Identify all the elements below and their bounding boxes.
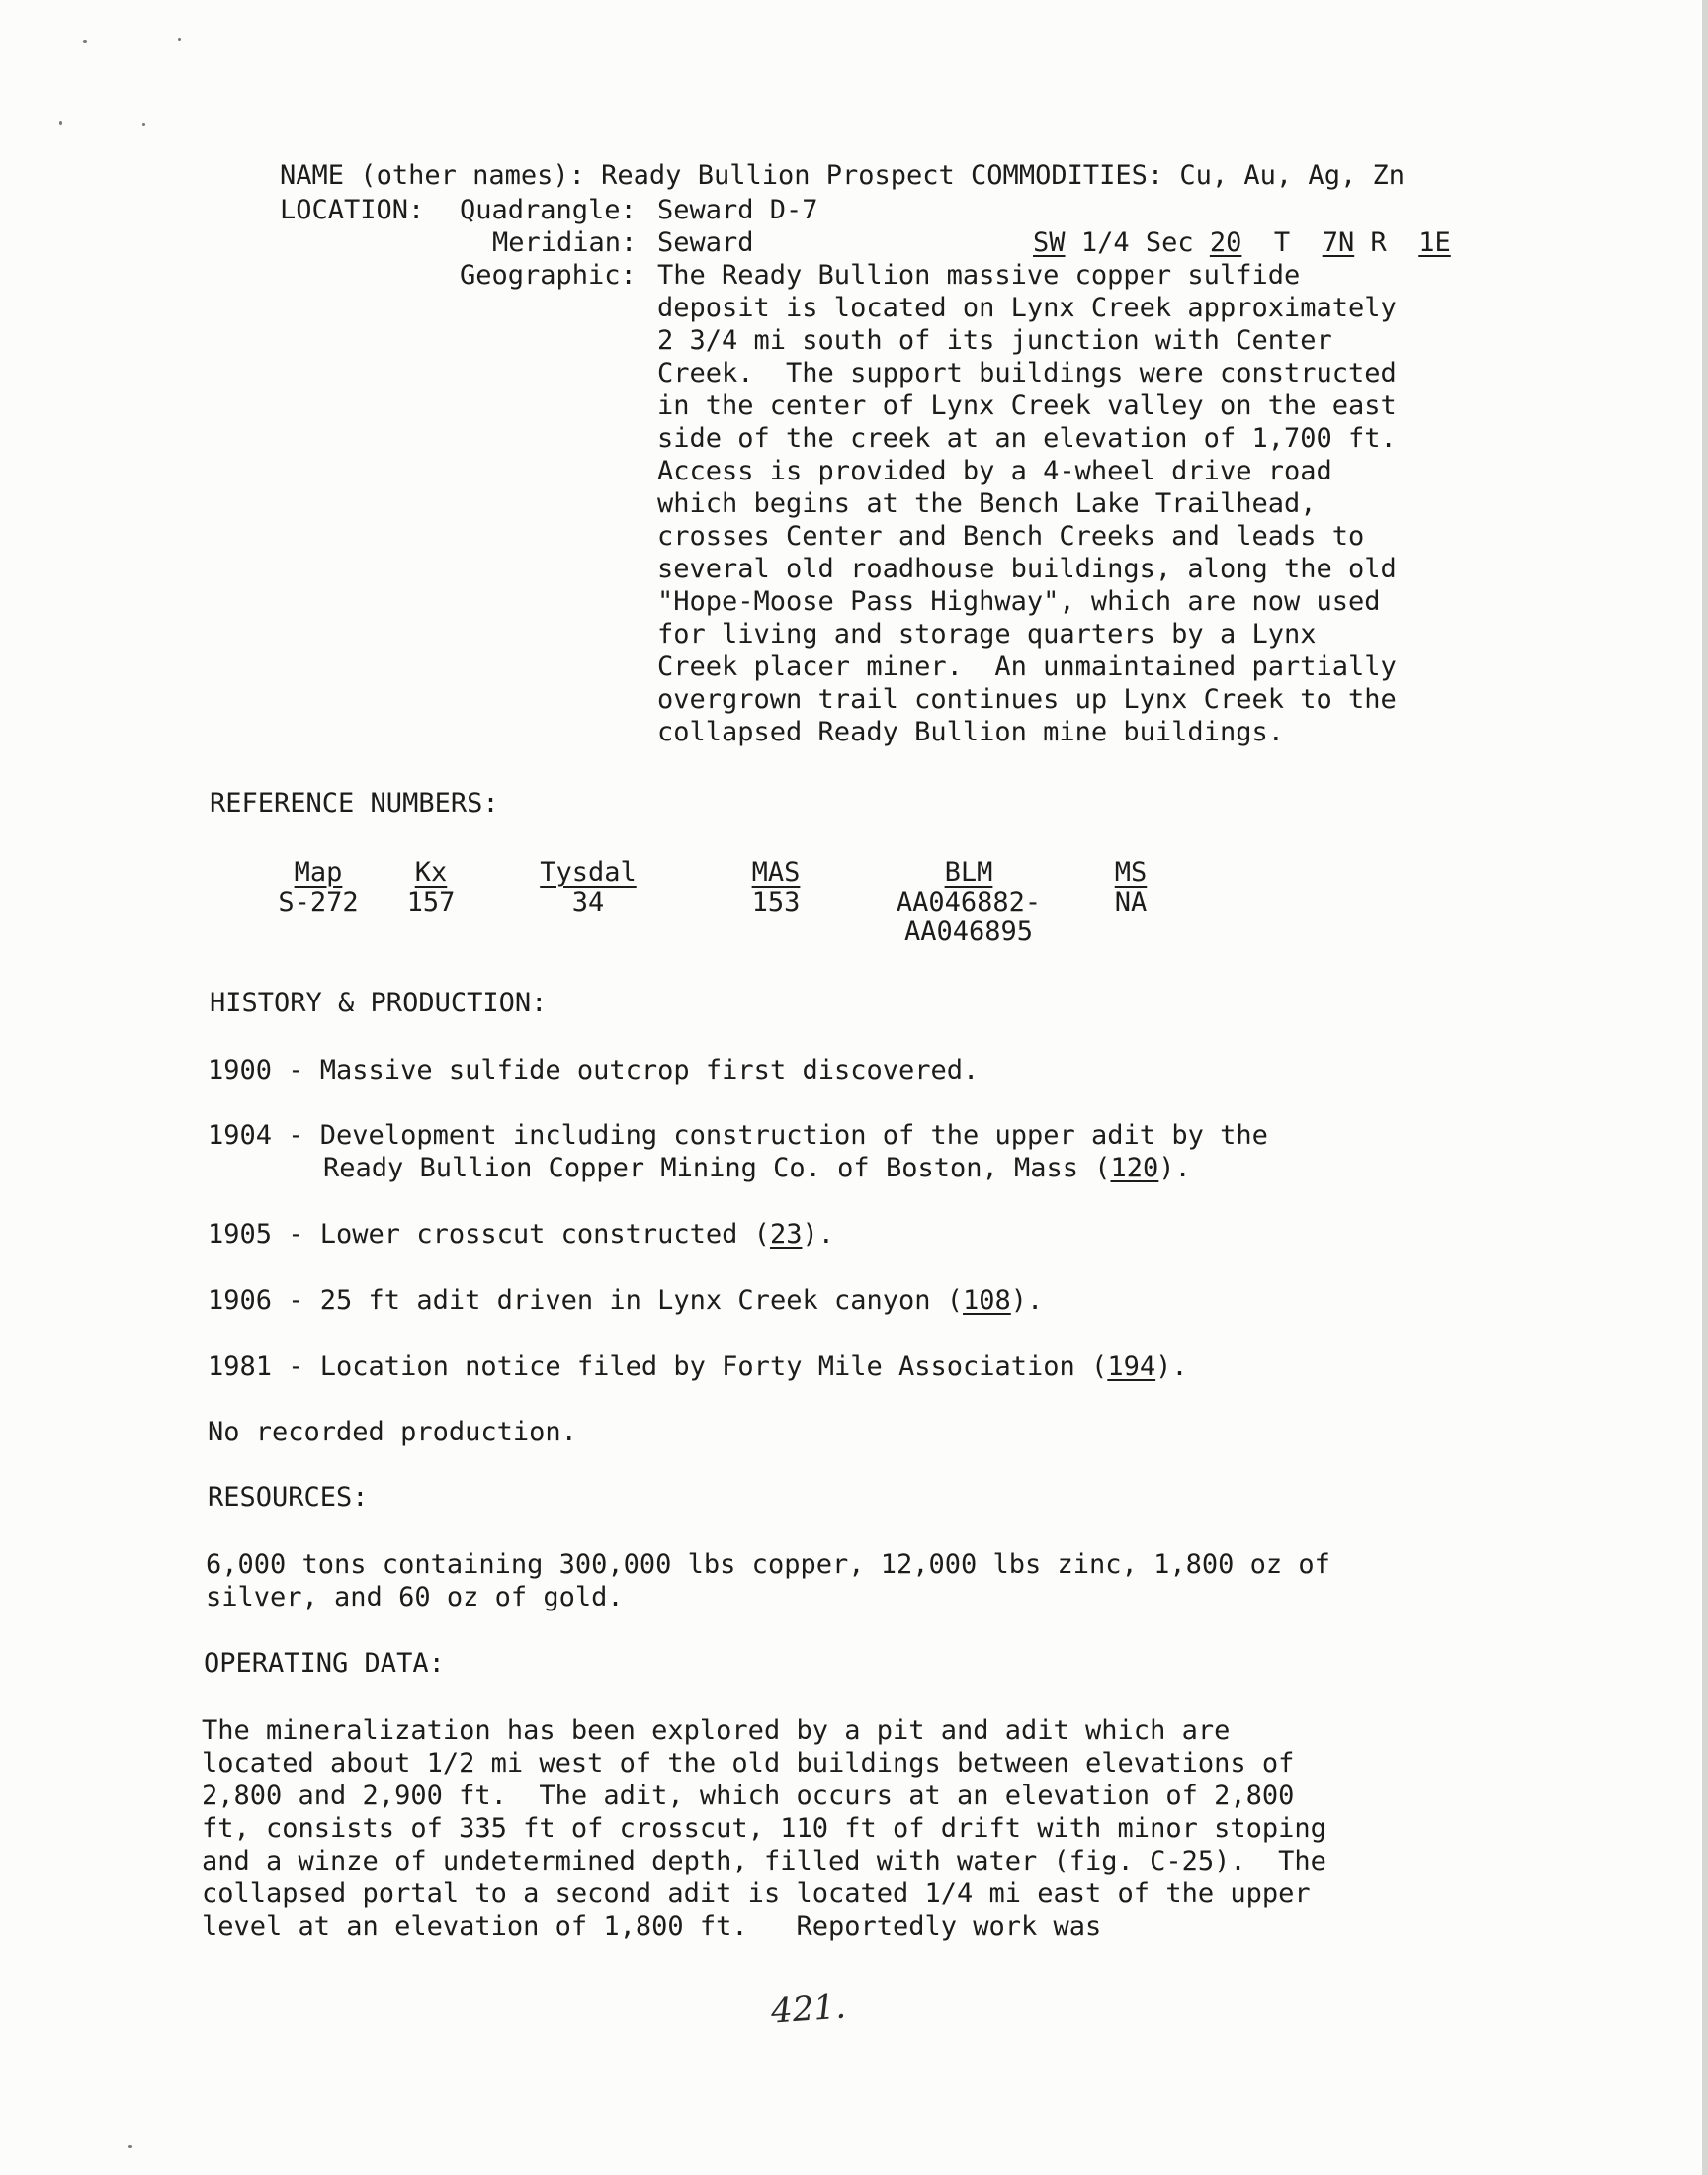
geographic-line: side of the creek at an elevation of 1,700 ft. [657, 423, 1397, 454]
name-label: NAME (other names): [280, 160, 585, 191]
ref-head: Kx [414, 857, 448, 888]
quadrangle-label: Quadrangle: [460, 195, 637, 225]
resources-line: 6,000 tons containing 300,000 lbs copper, 12,000 lbs zinc, 1,800 oz of [206, 1549, 1330, 1580]
history-text: 1981 - Location notice filed by Forty Mile Association ( [208, 1351, 1108, 1382]
history-ref: 23 [769, 1219, 803, 1250]
section-value: 20 [1209, 227, 1242, 258]
geographic-line: collapsed Ready Bullion mine buildings. [657, 717, 1284, 747]
geographic-line: 2 3/4 mi south of its junction with Center [657, 325, 1332, 356]
page-number: 421. [769, 1986, 848, 2032]
operating-line: 2,800 and 2,900 ft. The adit, which occurs at an elevation of 2,800 [202, 1781, 1295, 1811]
meridian-value: Seward [657, 227, 754, 258]
geographic-line: "Hope-Moose Pass Highway", which are now used [657, 586, 1381, 617]
geographic-line: Access is provided by a 4-wheel drive road [657, 456, 1332, 486]
history-entry [208, 1218, 834, 1251]
geographic-line: overgrown trail continues up Lynx Creek to the [657, 684, 1397, 715]
ref-value: S-272 [278, 887, 359, 917]
quarter-text: 1/4 Sec [1080, 227, 1194, 258]
ref-head: Map [294, 857, 343, 888]
history-label: HISTORY & PRODUCTION: [210, 988, 548, 1018]
geographic-line: The Ready Bullion massive copper sulfide [657, 260, 1301, 291]
quarter-value: SW [1033, 227, 1066, 258]
history-entry: 1904 - Development including construction of the upper adit by the [208, 1120, 1268, 1151]
geographic-line: for living and storage quarters by a Lynx [657, 619, 1317, 650]
ref-col-mas [731, 858, 820, 917]
ref-head: Tysdal [540, 857, 637, 888]
range-value: 1E [1418, 227, 1451, 258]
commodities-label: COMMODITIES: [971, 160, 1164, 191]
ref-value: 34 [571, 887, 605, 917]
operating-line: collapsed portal to a second adit is located 1/4 mi east of the upper [202, 1878, 1311, 1909]
ref-col-ms [1101, 858, 1160, 917]
ref-value: 153 [751, 887, 801, 917]
production-note: No recorded production. [208, 1417, 577, 1447]
ref-value: NA [1114, 887, 1148, 917]
operating-line: located about 1/2 mi west of the old buildings between elevations of [202, 1748, 1295, 1779]
history-ref: 194 [1107, 1351, 1156, 1382]
history-text: 1905 - Lower crosscut constructed ( [208, 1219, 770, 1250]
geographic-line: deposit is located on Lynx Creek approximately [657, 293, 1397, 323]
history-entry-cont [323, 1152, 1191, 1184]
commodities-value: Cu, Au, Ag, Zn [1179, 160, 1405, 191]
ref-head: BLM [944, 857, 993, 888]
geographic-line: which begins at the Bench Lake Trailhead, [657, 488, 1317, 519]
geographic-line: Creek. The support buildings were constructed [657, 358, 1397, 389]
geographic-line: Creek placer miner. An unmaintained partially [657, 652, 1397, 682]
operating-line: level at an elevation of 1,800 ft. Reportedly work was [202, 1911, 1102, 1942]
geographic-line: crosses Center and Bench Creeks and leads to [657, 521, 1365, 552]
quadrangle-value: Seward D-7 [657, 195, 818, 225]
ref-col-tysdal [524, 858, 652, 917]
scan-speck [59, 121, 62, 125]
range-label: R [1370, 227, 1387, 258]
resources-line: silver, and 60 oz of gold. [206, 1582, 624, 1612]
scan-speck [178, 38, 181, 41]
ref-value: 157 [406, 887, 456, 917]
location-label: LOCATION: [280, 195, 425, 225]
history-ref: 120 [1110, 1153, 1159, 1183]
history-cont-text: Ready Bullion Copper Mining Co. of Boston, Mass ( [323, 1153, 1111, 1183]
history-tail: ). [802, 1219, 834, 1250]
ref-head: MAS [751, 857, 801, 888]
history-ref: 108 [963, 1285, 1011, 1316]
operating-label: OPERATING DATA: [204, 1648, 445, 1679]
scan-speck [128, 2145, 132, 2148]
scan-speck [142, 123, 145, 126]
history-text: 1906 - 25 ft adit driven in Lynx Creek canyon ( [208, 1285, 964, 1316]
operating-line: and a winze of undetermined depth, filled with water (fig. C-25). The [202, 1846, 1326, 1876]
ref-value: AA046882- [896, 887, 1042, 917]
meridian-label: Meridian: [492, 227, 638, 258]
township-label: T [1273, 227, 1291, 258]
ref-head: MS [1114, 857, 1148, 888]
scan-speck [83, 40, 87, 43]
history-entry [208, 1284, 1043, 1317]
ref-col-kx [391, 858, 470, 917]
history-tail: ). [1155, 1351, 1188, 1382]
resources-label: RESOURCES: [208, 1482, 369, 1513]
history-entry [208, 1350, 1188, 1383]
name-value: Ready Bullion Prospect [601, 160, 955, 191]
history-entry: 1900 - Massive sulfide outcrop first discovered. [208, 1055, 980, 1086]
operating-line: ft, consists of 335 ft of crosscut, 110 ft of drift with minor stoping [202, 1813, 1326, 1844]
reference-label: REFERENCE NUMBERS: [210, 788, 499, 819]
geographic-label: Geographic: [460, 260, 637, 291]
ref-col-blm [890, 858, 1048, 947]
township-value: 7N [1322, 227, 1355, 258]
geographic-line: in the center of Lynx Creek valley on the east [657, 391, 1397, 421]
operating-line: The mineralization has been explored by a pit and adit which are [202, 1715, 1231, 1746]
ref-col-map [269, 858, 368, 917]
history-tail: ). [1010, 1285, 1044, 1316]
ref-value-2: AA046895 [903, 916, 1034, 947]
history-tail: ). [1158, 1153, 1191, 1183]
geographic-line: several old roadhouse buildings, along the old [657, 554, 1397, 584]
